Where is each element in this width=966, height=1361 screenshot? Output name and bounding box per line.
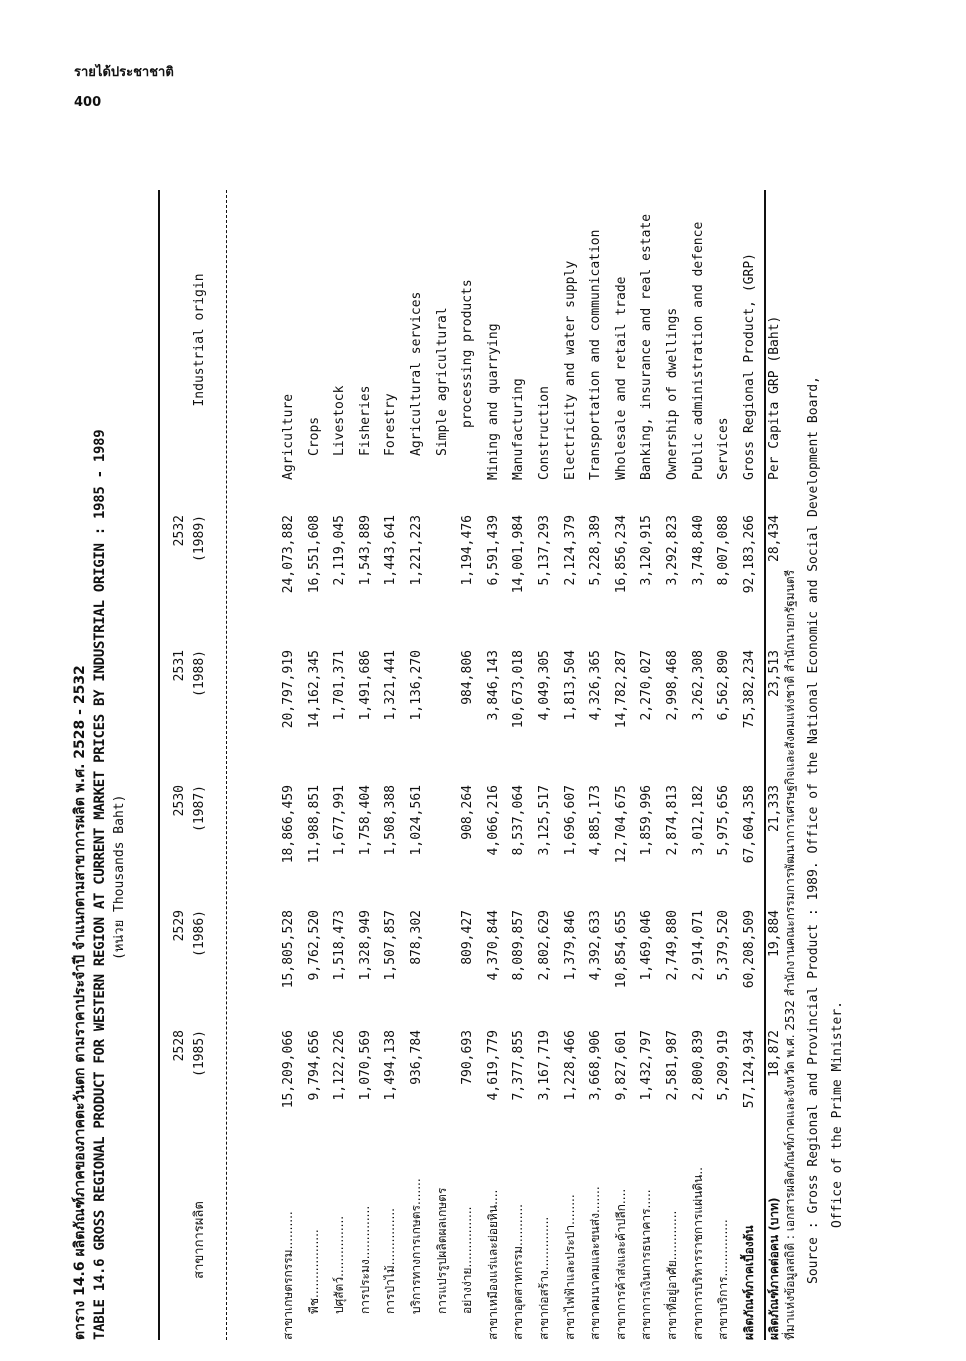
- table-row: [302, 190, 328, 1340]
- value-cell: 2,914,071: [690, 910, 706, 981]
- year-ad: (1985): [192, 1030, 207, 1077]
- table-body: [276, 190, 788, 1340]
- value-cell: 4,619,779: [485, 1030, 501, 1101]
- value-cell: 5,228,389: [588, 515, 604, 586]
- value-cell: 1,507,857: [383, 910, 399, 981]
- value-cell: 7,377,855: [511, 1030, 527, 1101]
- column-header-year: [170, 650, 210, 760]
- row-label-en: Crops: [306, 416, 322, 456]
- value-cell: 5,379,520: [716, 910, 732, 981]
- row-label-en: Livestock: [332, 385, 348, 456]
- column-header-year: [170, 1030, 210, 1140]
- value-cell: 790,693: [460, 1030, 476, 1085]
- table-row: [558, 190, 584, 1340]
- value-cell: 57,124,934: [741, 1030, 757, 1109]
- row-label-th: ปศุสัตว์................: [332, 1215, 347, 1314]
- value-cell: 92,183,266: [741, 515, 757, 594]
- value-cell: 14,001,984: [511, 515, 527, 594]
- row-label-th: ผลิตภัณฑ์ภาคเบื้องต้น: [741, 1225, 756, 1340]
- value-cell: 21,333: [767, 785, 783, 832]
- table-bottom-rule: [764, 190, 766, 1340]
- column-header-sector: สาขาการผลิต: [192, 1201, 207, 1279]
- value-cell: 4,326,365: [588, 650, 604, 721]
- value-cell: 67,604,358: [741, 785, 757, 864]
- value-cell: 809,427: [460, 910, 476, 965]
- value-cell: 18,872: [767, 1030, 783, 1077]
- value-cell: 1,508,388: [383, 785, 399, 856]
- year-ad: (1987): [192, 785, 207, 832]
- value-cell: 908,264: [460, 785, 476, 840]
- value-cell: 8,537,064: [511, 785, 527, 856]
- value-cell: 3,167,719: [536, 1030, 552, 1101]
- value-cell: 2,119,045: [332, 515, 348, 586]
- page-number: 400: [74, 95, 102, 110]
- row-label-en: Forestry: [383, 393, 399, 456]
- table-title-en: TABLE 14.6 GROSS REGIONAL PRODUCT FOR WESTERN REGION AT CURRENT MARKET PRICES BY INDUSTRIAL ORIGIN : 1985 - 1989: [92, 429, 108, 1340]
- value-cell: 1,758,404: [357, 785, 373, 856]
- table-title-block: [70, 170, 130, 1340]
- value-cell: 3,125,517: [536, 785, 552, 856]
- value-cell: 1,443,641: [383, 515, 399, 586]
- rotated-table: [70, 170, 890, 1340]
- year-ad: (1988): [192, 650, 207, 697]
- value-cell: 2,749,880: [664, 910, 680, 981]
- table-row: [378, 190, 404, 1340]
- table-unit: (หน่วย Thousands Baht): [112, 794, 127, 960]
- row-label-en: Per Capita GRP (Baht): [767, 315, 783, 480]
- year-be: 2528: [172, 1030, 187, 1062]
- value-cell: 2,124,379: [562, 515, 578, 586]
- value-cell: 1,813,504: [562, 650, 578, 721]
- value-cell: 6,591,439: [485, 515, 501, 586]
- page-header: [74, 58, 174, 118]
- value-cell: 1,321,441: [383, 650, 399, 721]
- row-label-th: สาขาการบริหารราชการแผ่นดิน..: [690, 1167, 705, 1340]
- row-label-th: การแปรรูปผลิตผลเกษตร: [434, 1187, 449, 1314]
- row-label-en: Fisheries: [357, 385, 373, 456]
- row-label-en: Ownership of dwellings: [664, 307, 680, 480]
- row-label-en: Services: [716, 417, 732, 480]
- value-cell: 1,491,686: [357, 650, 373, 721]
- value-cell: 1,328,949: [357, 910, 373, 981]
- table-top-rule: [158, 190, 160, 1340]
- year-be: 2530: [172, 785, 187, 817]
- value-cell: 984,806: [460, 650, 476, 705]
- column-header-year: [170, 785, 210, 895]
- value-cell: 1,024,561: [408, 785, 424, 856]
- value-cell: 9,794,656: [306, 1030, 322, 1101]
- table-row: [327, 190, 353, 1340]
- row-label-th: สาขาคมนาคมและขนส่ง.......: [588, 1186, 603, 1340]
- value-cell: 6,562,890: [716, 650, 732, 721]
- value-cell: 24,073,882: [281, 515, 296, 594]
- value-cell: 4,885,173: [588, 785, 604, 856]
- value-cell: 1,494,138: [383, 1030, 399, 1101]
- column-header-origin: Industrial origin: [192, 273, 207, 407]
- table-row: [686, 190, 712, 1340]
- row-label-th: ผลิตภัณฑ์ภาคต่อคน (บาท): [767, 1197, 782, 1340]
- value-cell: 1,543,889: [357, 515, 373, 586]
- row-label-en: Transportation and communication: [588, 229, 604, 480]
- value-cell: 5,137,293: [536, 515, 552, 586]
- value-cell: 15,805,528: [281, 910, 296, 989]
- value-cell: 3,292,823: [664, 515, 680, 586]
- source-en: Source : Gross Regional and Provincial Product : 1989. Office of the National Economic and Social Development Board,: [806, 376, 821, 1284]
- row-label-th: สาขาที่อยู่อาศัย.............: [664, 1210, 679, 1340]
- value-cell: 3,012,182: [690, 785, 706, 856]
- table-row: [737, 190, 763, 1340]
- value-cell: 14,782,287: [613, 650, 629, 729]
- table-row: [711, 190, 737, 1340]
- year-be: 2532: [172, 515, 187, 547]
- value-cell: 9,762,520: [306, 910, 322, 981]
- value-cell: 3,846,143: [485, 650, 501, 721]
- row-label-th: สาขาเหมืองแร่และย่อยหิน....: [485, 1189, 500, 1340]
- book-title: รายได้ประชาชาติ: [74, 65, 174, 80]
- value-cell: 18,866,459: [281, 785, 296, 864]
- row-label-en: Public administration and defence: [690, 221, 706, 480]
- header-rule: [226, 190, 227, 1340]
- row-label-en: Wholesale and retail trade: [613, 276, 629, 480]
- value-cell: 5,975,656: [716, 785, 732, 856]
- row-label-en: Banking, insurance and real estate: [639, 213, 655, 480]
- year-ad: (1989): [192, 515, 207, 562]
- value-cell: 1,518,473: [332, 910, 348, 981]
- row-label-en: Agriculture: [281, 393, 296, 480]
- value-cell: 878,302: [408, 910, 424, 965]
- column-header-year: [170, 910, 210, 1020]
- row-label-en: Manufacturing: [511, 378, 527, 480]
- row-label-th: สาขาการเงินการธนาคาร.....: [639, 1189, 654, 1340]
- year-ad: (1986): [192, 910, 207, 957]
- row-label-th: สาขาบริการ...............: [716, 1219, 731, 1340]
- value-cell: 1,696,607: [562, 785, 578, 856]
- value-cell: 1,432,797: [639, 1030, 655, 1101]
- row-label-th: สาขาการค้าส่งและค้าปลีก....: [613, 1188, 628, 1340]
- table-row: [583, 190, 609, 1340]
- value-cell: 14,162,345: [306, 650, 322, 729]
- row-label-en: processing products: [460, 279, 476, 428]
- value-cell: 60,208,509: [741, 910, 757, 989]
- value-cell: 936,784: [408, 1030, 424, 1085]
- table-row: [481, 190, 507, 1340]
- value-cell: 4,392,633: [588, 910, 604, 981]
- value-cell: 19,884: [767, 910, 783, 957]
- value-cell: 4,370,844: [485, 910, 501, 981]
- value-cell: 4,049,305: [536, 650, 552, 721]
- row-label-en: Construction: [536, 386, 552, 480]
- table-row: [660, 190, 686, 1340]
- table-row: [430, 190, 456, 1340]
- row-label-th: พืช..................: [306, 1229, 321, 1314]
- table-row: [506, 190, 532, 1340]
- table-row: [404, 190, 430, 1340]
- value-cell: 2,998,468: [664, 650, 680, 721]
- row-label-en: Electricity and water supply: [562, 260, 578, 480]
- value-cell: 2,800,839: [690, 1030, 706, 1101]
- value-cell: 1,136,270: [408, 650, 424, 721]
- value-cell: 1,221,223: [408, 515, 424, 586]
- value-cell: 3,262,308: [690, 650, 706, 721]
- value-cell: 16,551,608: [306, 515, 322, 594]
- value-cell: 1,122,226: [332, 1030, 348, 1101]
- value-cell: 10,673,018: [511, 650, 527, 729]
- value-cell: 1,194,476: [460, 515, 476, 586]
- value-cell: 75,382,234: [741, 650, 757, 729]
- row-label-th: สาขาไฟฟ้าและประปา........: [562, 1194, 577, 1340]
- value-cell: 1,701,371: [332, 650, 348, 721]
- table-row: [455, 190, 481, 1340]
- row-label-th: สาขาอุตสาหกรรม...........: [511, 1203, 526, 1340]
- table-footnote: [778, 170, 850, 1340]
- value-cell: 8,007,088: [716, 515, 732, 586]
- value-cell: 1,379,846: [562, 910, 578, 981]
- value-cell: 2,270,027: [639, 650, 655, 721]
- table-row: [609, 190, 635, 1340]
- year-be: 2531: [172, 650, 187, 682]
- value-cell: 1,228,466: [562, 1030, 578, 1101]
- value-cell: 1,070,569: [357, 1030, 373, 1101]
- value-cell: 1,859,996: [639, 785, 655, 856]
- table-row: [532, 190, 558, 1340]
- value-cell: 20,797,919: [281, 650, 296, 729]
- value-cell: 2,802,629: [536, 910, 552, 981]
- table-row: [276, 190, 302, 1340]
- row-label-en: Simple agricultural: [434, 307, 450, 456]
- source-th: ที่มาแห่งข้อมูลสถิติ : เอกสารผลิตภัณฑ์ภาคและจังหวัด พ.ศ. 2532 สำนักงานคณะกรรมการพัฒนาการเศรษฐกิจและสังคมแห่งชาติ สำนักนายกรัฐมนตรี: [783, 569, 797, 1340]
- row-label-en: Gross Regional Product, (GRP): [741, 253, 757, 480]
- value-cell: 11,988,851: [306, 785, 322, 864]
- table-title-th: ตาราง 14.6 ผลิตภัณฑ์ภาคของภาคตะวันตก ตามราคาประจำปี จำแนกตามสาขาการผลิต พ.ศ. 2528 - 2532: [72, 665, 88, 1340]
- value-cell: 12,704,675: [613, 785, 629, 864]
- row-label-en: Mining and quarrying: [485, 323, 501, 480]
- row-label-th: สาขาก่อสร้าง..............: [536, 1216, 551, 1340]
- row-label-en: Agricultural services: [408, 291, 424, 456]
- value-cell: 3,668,906: [588, 1030, 604, 1101]
- value-cell: 28,434: [767, 515, 783, 562]
- value-cell: 10,854,655: [613, 910, 629, 989]
- column-header-year: [170, 515, 210, 625]
- value-cell: 23,513: [767, 650, 783, 697]
- row-label-th: อย่างง่าย................: [460, 1206, 475, 1314]
- row-label-th: การป่าไม้...............: [383, 1208, 398, 1314]
- table-row: [353, 190, 379, 1340]
- value-cell: 15,209,066: [281, 1030, 296, 1109]
- row-label-th: สาขาเกษตรกรรม..........: [281, 1211, 295, 1340]
- value-cell: 3,120,915: [639, 515, 655, 586]
- row-label-th: บริการทางการเกษตร.......: [408, 1178, 423, 1314]
- source-en-continued: Office of the Prime Minister.: [830, 1001, 845, 1228]
- value-cell: 1,469,046: [639, 910, 655, 981]
- year-be: 2529: [172, 910, 187, 942]
- table-row: [634, 190, 660, 1340]
- value-cell: 2,581,987: [664, 1030, 680, 1101]
- value-cell: 16,856,234: [613, 515, 629, 594]
- value-cell: 4,066,216: [485, 785, 501, 856]
- value-cell: 2,874,813: [664, 785, 680, 856]
- value-cell: 8,089,857: [511, 910, 527, 981]
- row-label-th: การประมง..............: [357, 1205, 372, 1314]
- value-cell: 5,209,919: [716, 1030, 732, 1101]
- value-cell: 3,748,840: [690, 515, 706, 586]
- value-cell: 9,827,601: [613, 1030, 629, 1101]
- value-cell: 1,677,991: [332, 785, 348, 856]
